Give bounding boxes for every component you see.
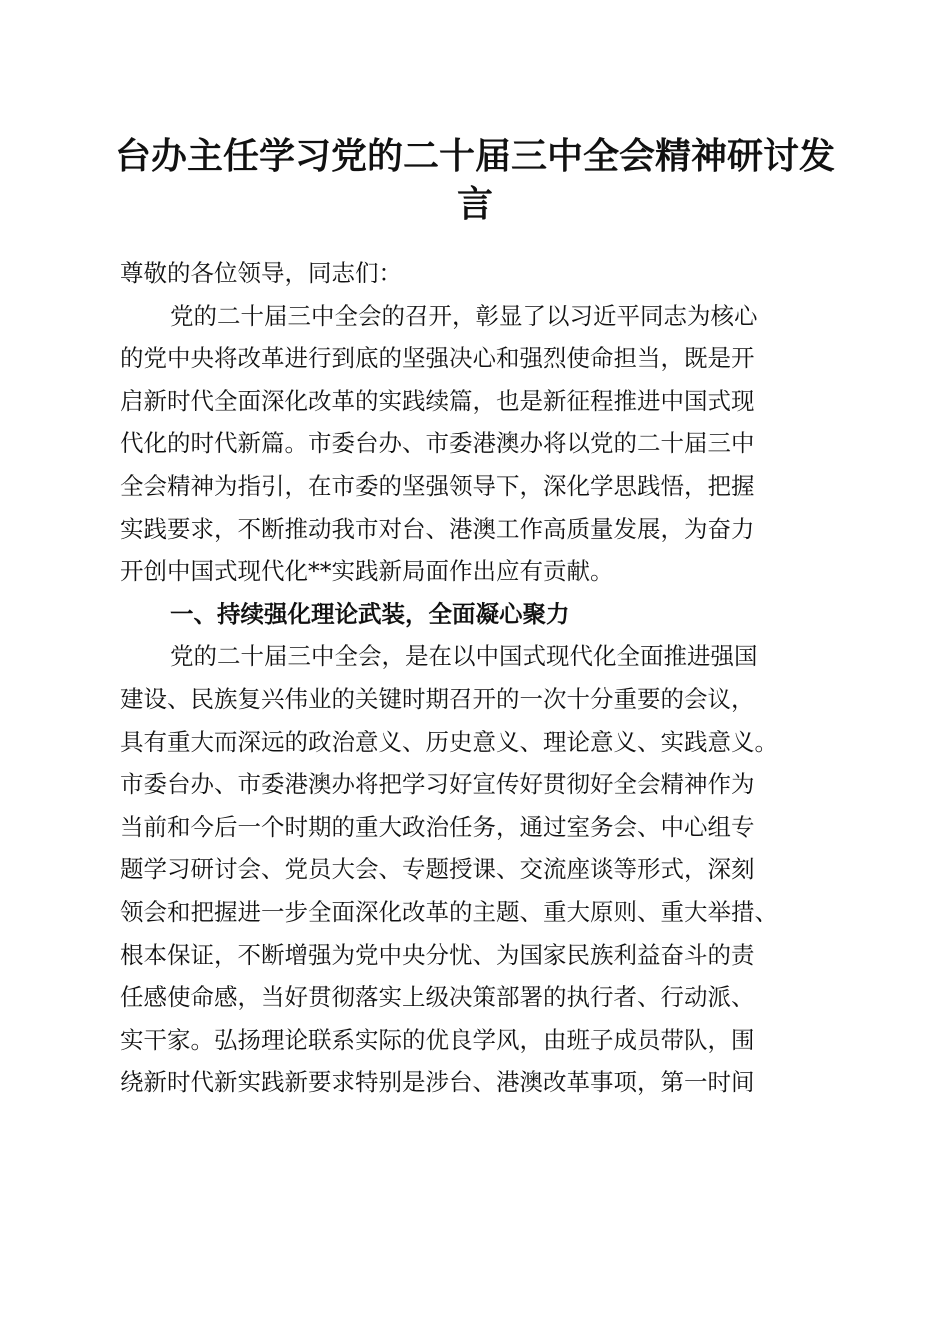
section-heading: 一、持续强化理论武装，全面凝心聚力 bbox=[170, 599, 570, 628]
paragraph-line: 题学习研讨会、党员大会、专题授课、交流座谈等形式，深刻 bbox=[120, 855, 755, 884]
paragraph-line: 领会和把握进一步全面深化改革的主题、重大原则、重大举措、 bbox=[120, 897, 778, 926]
paragraph-line: 任感使命感，当好贯彻落实上级决策部署的执行者、行动派、 bbox=[120, 983, 755, 1012]
paragraph-line: 根本保证，不断增强为党中央分忧、为国家民族利益奋斗的责 bbox=[120, 940, 755, 969]
paragraph-line: 代化的时代新篇。市委台办、市委港澳办将以党的二十届三中 bbox=[120, 429, 755, 458]
paragraph-line: 绕新时代新实践新要求特别是涉台、港澳改革事项，第一时间 bbox=[120, 1068, 755, 1097]
paragraph-line: 具有重大而深远的政治意义、历史意义、理论意义、实践意义。 bbox=[120, 727, 778, 756]
paragraph-line: 启新时代全面深化改革的实践续篇，也是新征程推进中国式现 bbox=[120, 386, 755, 415]
salutation: 尊敬的各位领导，同志们： bbox=[120, 259, 402, 287]
paragraph-line: 实干家。弘扬理论联系实际的优良学风，由班子成员带队，围 bbox=[120, 1025, 755, 1054]
paragraph-line: 全会精神为指引，在市委的坚强领导下，深化学思践悟，把握 bbox=[120, 471, 755, 500]
paragraph-line: 的党中央将改革进行到底的坚强决心和强烈使命担当，既是开 bbox=[120, 344, 755, 373]
document-body bbox=[120, 252, 840, 1104]
paragraph-line: 党的二十届三中全会的召开，彰显了以习近平同志为核心 bbox=[170, 301, 758, 330]
paragraph-line: 建设、民族复兴伟业的关键时期召开的一次十分重要的会议， bbox=[120, 684, 755, 713]
paragraph-line: 党的二十届三中全会，是在以中国式现代化全面推进强国 bbox=[170, 642, 758, 671]
title-line: 台办主任学习党的二十届三中全会精神研讨发 bbox=[114, 135, 835, 177]
paragraph-line: 实践要求，不断推动我市对台、港澳工作高质量发展，为奋力 bbox=[120, 514, 755, 543]
paragraph-line: 开创中国式现代化**实践新局面作出应有贡献。 bbox=[120, 557, 614, 586]
document-title bbox=[110, 132, 840, 228]
paragraph-line: 市委台办、市委港澳办将把学习好宣传好贯彻好全会精神作为 bbox=[120, 770, 755, 799]
paragraph-line: 当前和今后一个时期的重大政治任务，通过室务会、中心组专 bbox=[120, 812, 755, 841]
title-line: 言 bbox=[456, 183, 493, 225]
